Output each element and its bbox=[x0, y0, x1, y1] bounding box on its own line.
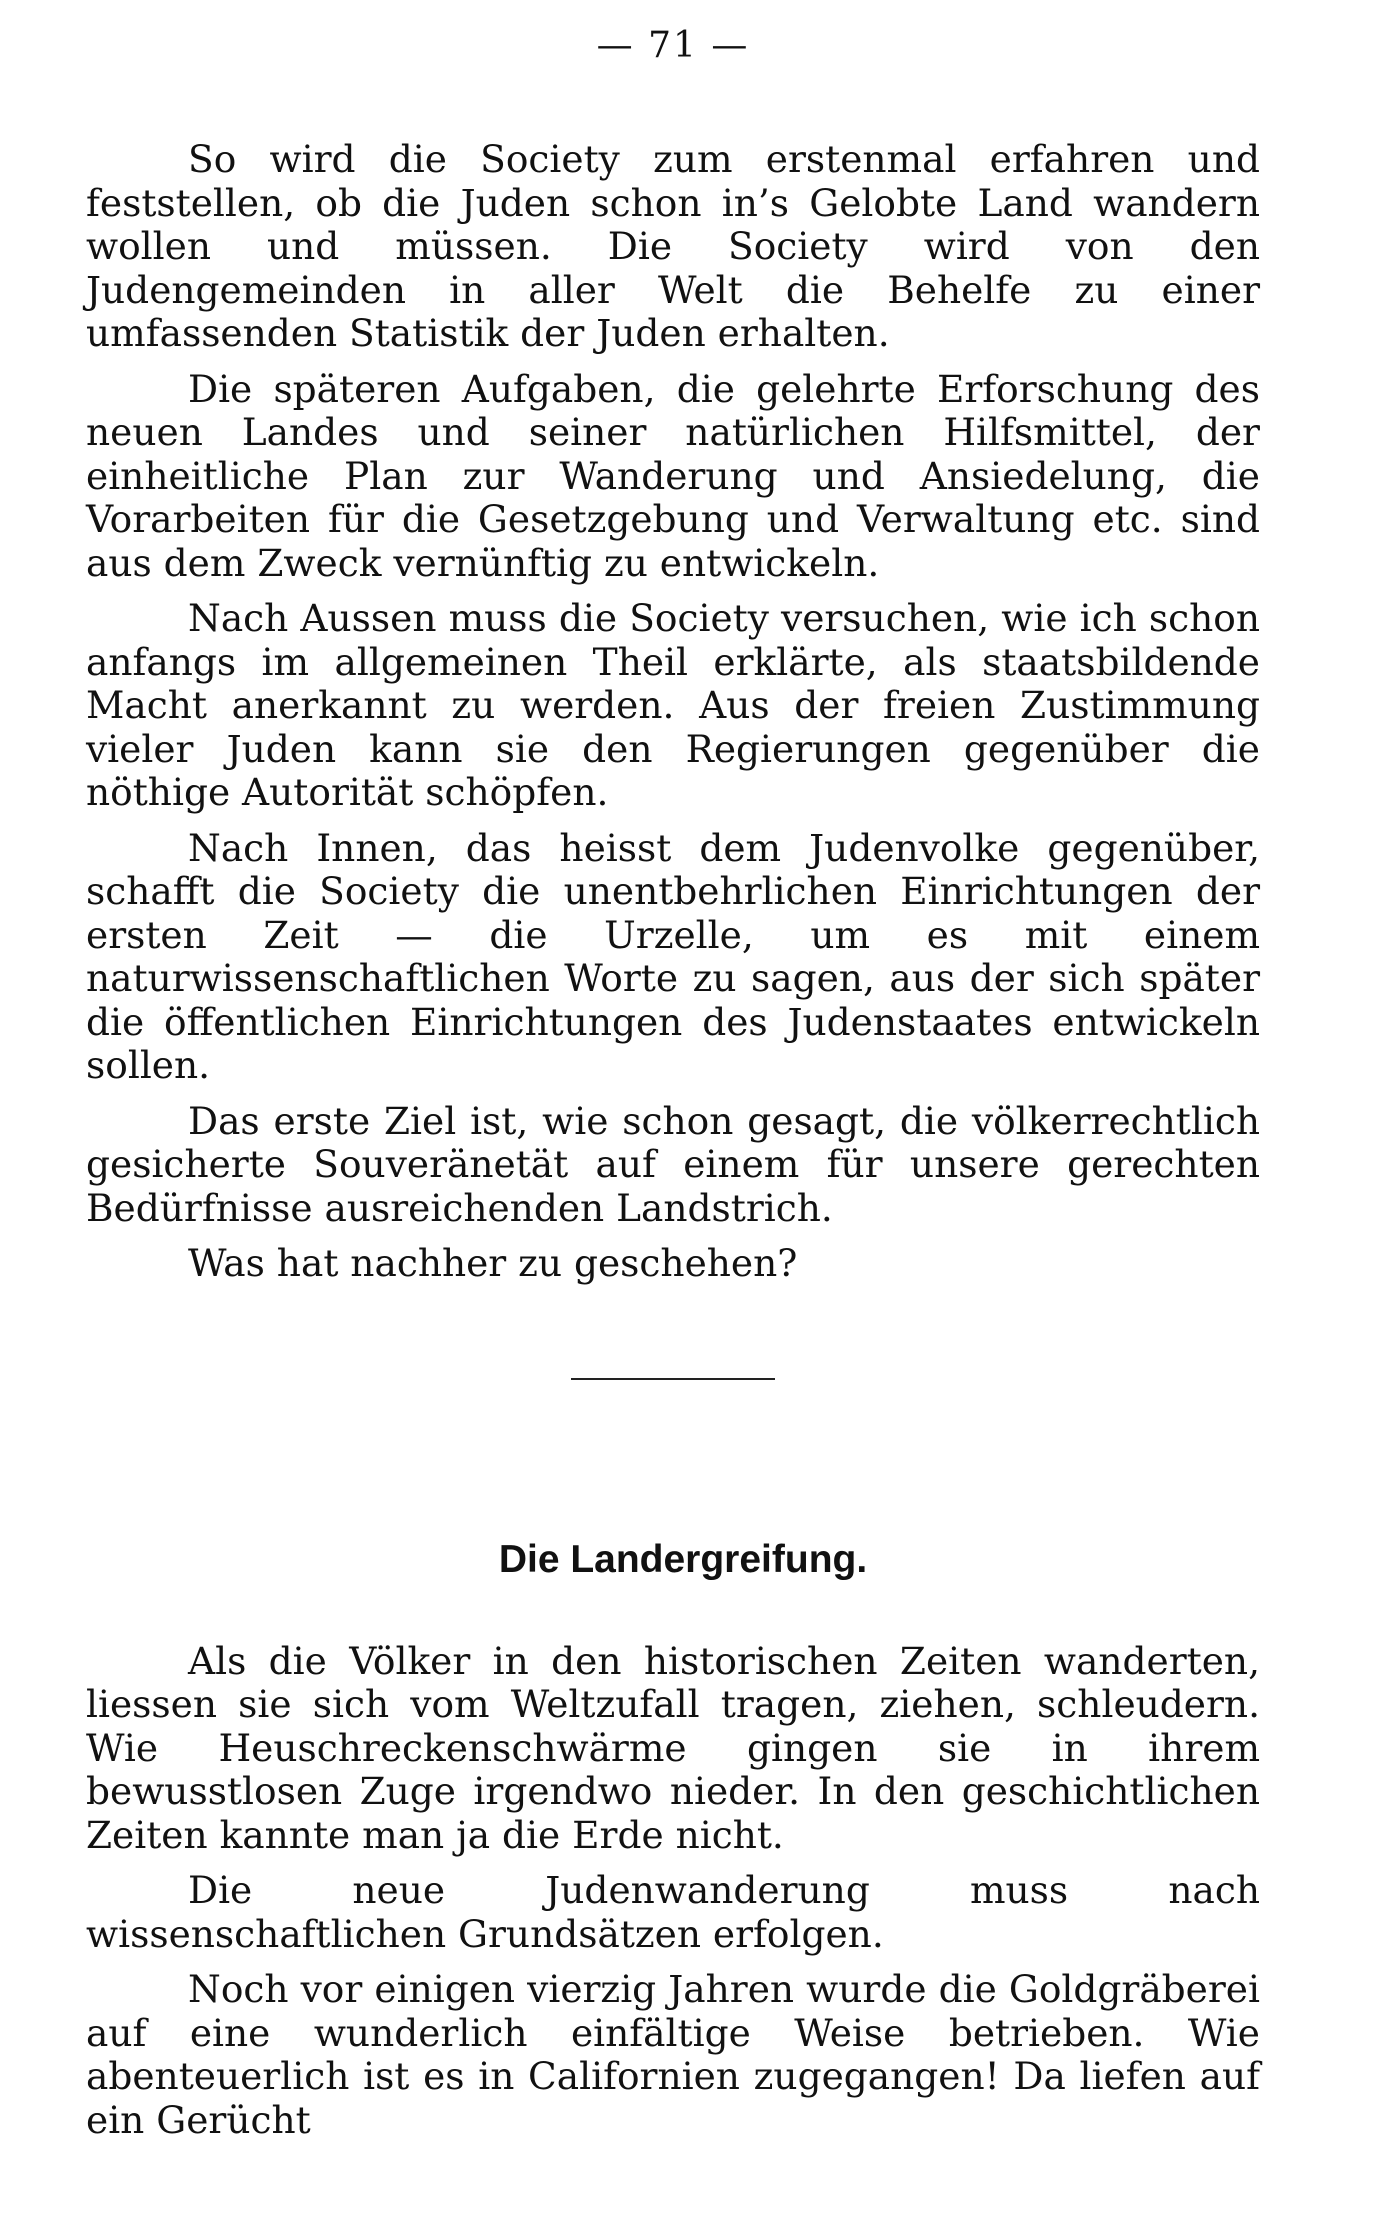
paragraph-statistik: So wird die Society zum erstenmal erfahren und feststellen, ob die Juden schon in’s Gelobte Land wandern wollen und müssen. Die Society wird von den Judengemeinden in aller Welt die Behelfe zu einer umfassenden Statistik der Juden erhalten. bbox=[86, 137, 1260, 355]
paragraph-question: Was hat nachher zu geschehen? bbox=[188, 1241, 798, 1285]
book-page bbox=[86, 24, 1260, 2154]
section-heading: Die Landergreifung. bbox=[498, 1537, 868, 1581]
paragraph-erstes-ziel: Das erste Ziel ist, wie schon gesagt, die völkerrechtlich gesicherte Souveränetät auf einem für unsere gerechten Bedürfnisse ausreichenden Landstrich. bbox=[86, 1098, 1260, 1230]
paragraph-voelker: Als die Völker in den historischen Zeiten wanderten, liessen sie sich vom Weltzufall tragen, ziehen, schleudern. Wie Heuschreckenschwärme gingen sie in ihrem bewusstlosen Zuge irgendwo nieder. In den geschichtlichen Zeiten kannte man ja die Erde nicht. bbox=[86, 1638, 1260, 1857]
page-number: — 71 — bbox=[596, 25, 750, 66]
paragraph-aufgaben: Die späteren Aufgaben, die gelehrte Erforschung des neuen Landes und seiner natürlichen Hilfsmittel, der einheitliche Plan zur Wanderung und Ansiedelung, die Vorarbeiten für die Gesetzgebung und Verwaltung etc. sind aus dem Zweck vernünftig zu entwickeln. bbox=[86, 366, 1260, 585]
section-divider bbox=[571, 1378, 775, 1380]
paragraph-nach-innen: Nach Innen, das heisst dem Judenvolke gegenüber, schafft die Society die unentbehrlichen Einrichtungen der ersten Zeit — die Urzelle, um es mit einem naturwissenschaftlichen Worte zu sagen, aus der sich später die öffentlichen Einrichtungen des Judenstaates entwickeln sollen. bbox=[86, 825, 1260, 1087]
paragraph-nach-aussen: Nach Aussen muss die Society versuchen, wie ich schon anfangs im allgemeinen Theil erklärte, als staatsbildende Macht anerkannt zu werden. Aus der freien Zustimmung vieler Juden kann sie den Regierungen gegenüber die nöthige Autorität schöpfen. bbox=[86, 596, 1260, 814]
paragraph-judenwanderung: Die neue Judenwanderung muss nach wissenschaftlichen Grundsätzen erfolgen. bbox=[86, 1868, 1260, 1956]
paragraph-goldgraeberei: Noch vor einigen vierzig Jahren wurde die Goldgräberei auf eine wunderlich einfältige Weise betrieben. Wie abenteuerlich ist es in Californien zugegangen! Da liefen auf ein Gerücht bbox=[86, 1967, 1260, 2142]
